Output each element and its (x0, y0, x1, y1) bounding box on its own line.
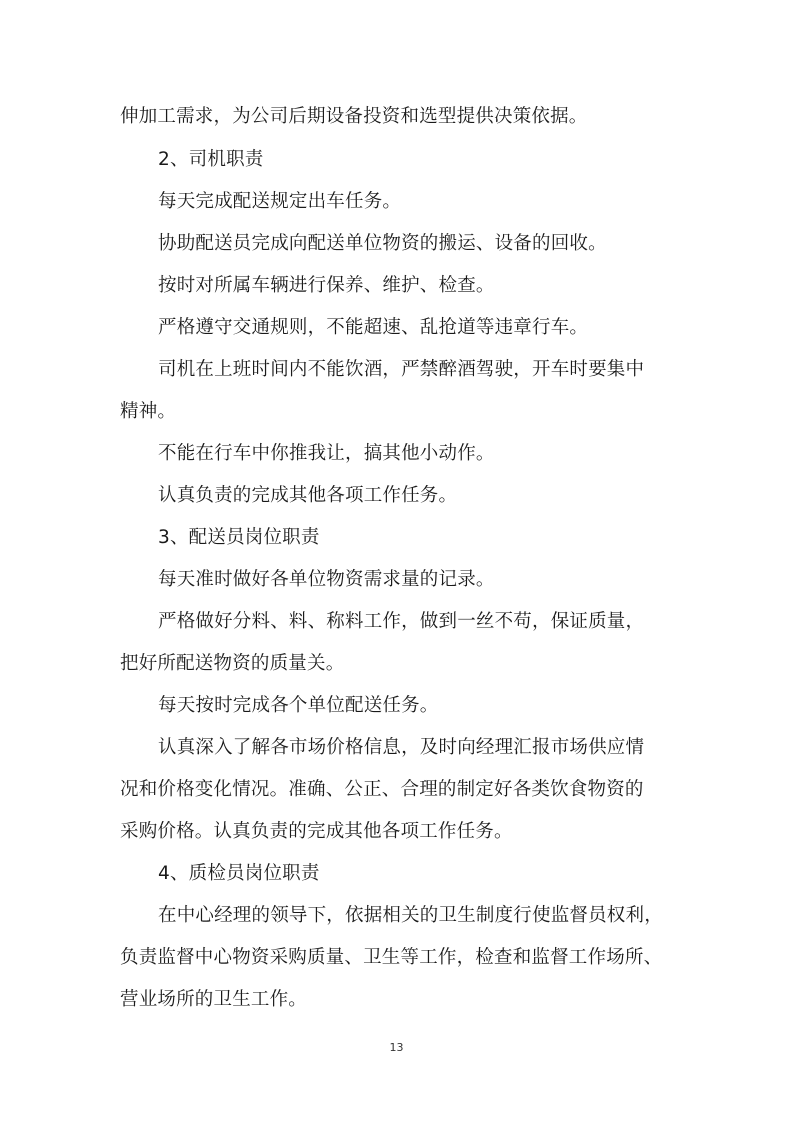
text-line-20: 在中心经理的领导下，依据相关的卫生制度行使监督员权利， (158, 905, 663, 926)
section-heading-driver: 2、司机职责 (158, 149, 264, 170)
text-line-5: 按时对所属车辆进行保养、维护、检查。 (158, 275, 495, 296)
text-line-1: 伸加工需求，为公司后期设备投资和选型提供决策依据。 (120, 106, 588, 127)
text-line-9: 不能在行车中你推我让，搞其他小动作。 (158, 443, 495, 464)
text-line-7: 司机在上班时间内不能饮酒，严禁醉酒驾驶，开车时要集中 (158, 359, 645, 380)
text-line-17: 况和价格变化情况。准确、公正、合理的制定好各类饮食物资的 (120, 779, 644, 800)
text-line-8: 精神。 (120, 401, 177, 422)
text-line-21: 负责监督中心物资采购质量、卫生等工作，检查和监督工作场所、 (120, 947, 663, 968)
text-line-15: 每天按时完成各个单位配送任务。 (158, 695, 439, 716)
text-line-22: 营业场所的卫生工作。 (120, 989, 308, 1010)
text-line-13: 严格做好分料、料、称料工作，做到一丝不苟，保证质量， (158, 611, 645, 632)
text-line-16: 认真深入了解各市场价格信息，及时向经理汇报市场供应情 (158, 737, 645, 758)
text-line-14: 把好所配送物资的质量关。 (120, 653, 345, 674)
text-line-4: 协助配送员完成向配送单位物资的搬运、设备的回收。 (158, 233, 607, 254)
text-line-12: 每天准时做好各单位物资需求量的记录。 (158, 569, 495, 590)
page-number: 13 (389, 1041, 404, 1054)
section-heading-delivery: 3、配送员岗位职责 (158, 527, 320, 548)
text-line-3: 每天完成配送规定出车任务。 (158, 191, 402, 212)
section-heading-inspector: 4、质检员岗位职责 (158, 863, 320, 884)
text-line-6: 严格遵守交通规则，不能超速、乱抢道等违章行车。 (158, 317, 589, 338)
text-line-18: 采购价格。认真负责的完成其他各项工作任务。 (120, 821, 513, 842)
text-line-10: 认真负责的完成其他各项工作任务。 (158, 485, 458, 506)
